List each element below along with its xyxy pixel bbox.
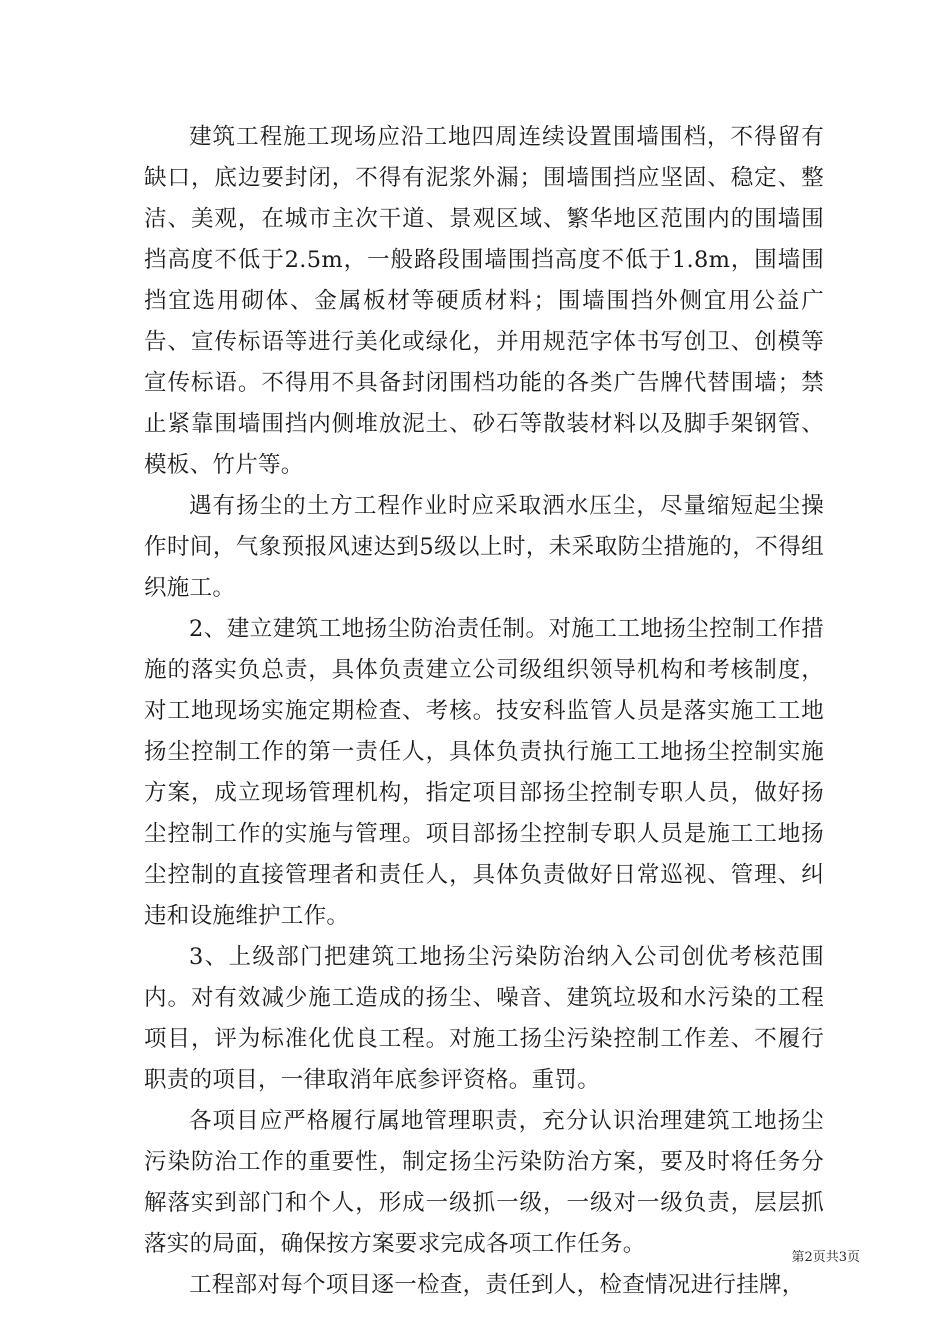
- document-body: [144, 117, 824, 1306]
- page-number: 第2页共3页: [791, 1250, 860, 1265]
- paragraph-assessment: 3、上级部门把建筑工地扬尘污染防治纳入公司创优考核范围内。对有效减少施工造成的扬尘、噪音、建筑垃圾和水污染的工程项目，评为标准化优良工程。对施工扬尘污染控制工作差、不履行职责的项目，一律取消年底参评资格。重罚。: [144, 944, 824, 1093]
- paragraph-dust-suppression: 遇有扬尘的土方工程作业时应采取洒水压尘，尽量缩短起尘操作时间，气象预报风速达到5级以上时，未采取防尘措施的，不得组织施工。: [144, 493, 824, 601]
- paragraph-responsibility-system: 2、建立建筑工地扬尘防治责任制。对施工工地扬尘控制工作措施的落实负总责，具体负责建立公司级组织领导机构和考核制度，对工地现场实施定期检查、考核。技安科监管人员是落实施工工地扬尘控制工作的第一责任人，具体负责执行施工工地扬尘控制实施方案，成立现场管理机构，指定项目部扬尘控制专职人员，做好扬尘控制工作的实施与管理。项目部扬尘控制专职人员是施工工地扬尘控制的直接管理者和责任人，具体负责做好日常巡视、管理、纠违和设施维护工作。: [144, 616, 824, 929]
- paragraph-inspection: 工程部对每个项目逐一检查，责任到人，检查情况进行挂牌，: [189, 1272, 805, 1298]
- paragraph-project-duties: 各项目应严格履行属地管理职责，充分认识治理建筑工地扬尘污染防治工作的重要性，制定扬尘污染防治方案，要及时将任务分解落实到部门和个人，形成一级抓一级，一级对一级负责，层层抓落实的局面，确保按方案要求完成各项工作任务。: [144, 1108, 824, 1257]
- paragraph-enclosure-requirements: 建筑工程施工现场应沿工地四周连续设置围墙围档，不得留有缺口，底边要封闭，不得有泥浆外漏；围墙围挡应坚固、稳定、整洁、美观，在城市主次干道、景观区域、繁华地区范围内的围墙围挡高度不低于2.5m，一般路段围墙围挡高度不低于1.8m，围墙围挡宜选用砌体、金属板材等硬质材料；围墙围挡外侧宜用公益广告、宣传标语等进行美化或绿化，并用规范字体书写创卫、创模等宣传标语。不得用不具备封闭围档功能的各类广告牌代替围墙；禁止紧靠围墙围挡内侧堆放泥土、砂石等散装材料以及脚手架钢管、模板、竹片等。: [144, 124, 824, 478]
